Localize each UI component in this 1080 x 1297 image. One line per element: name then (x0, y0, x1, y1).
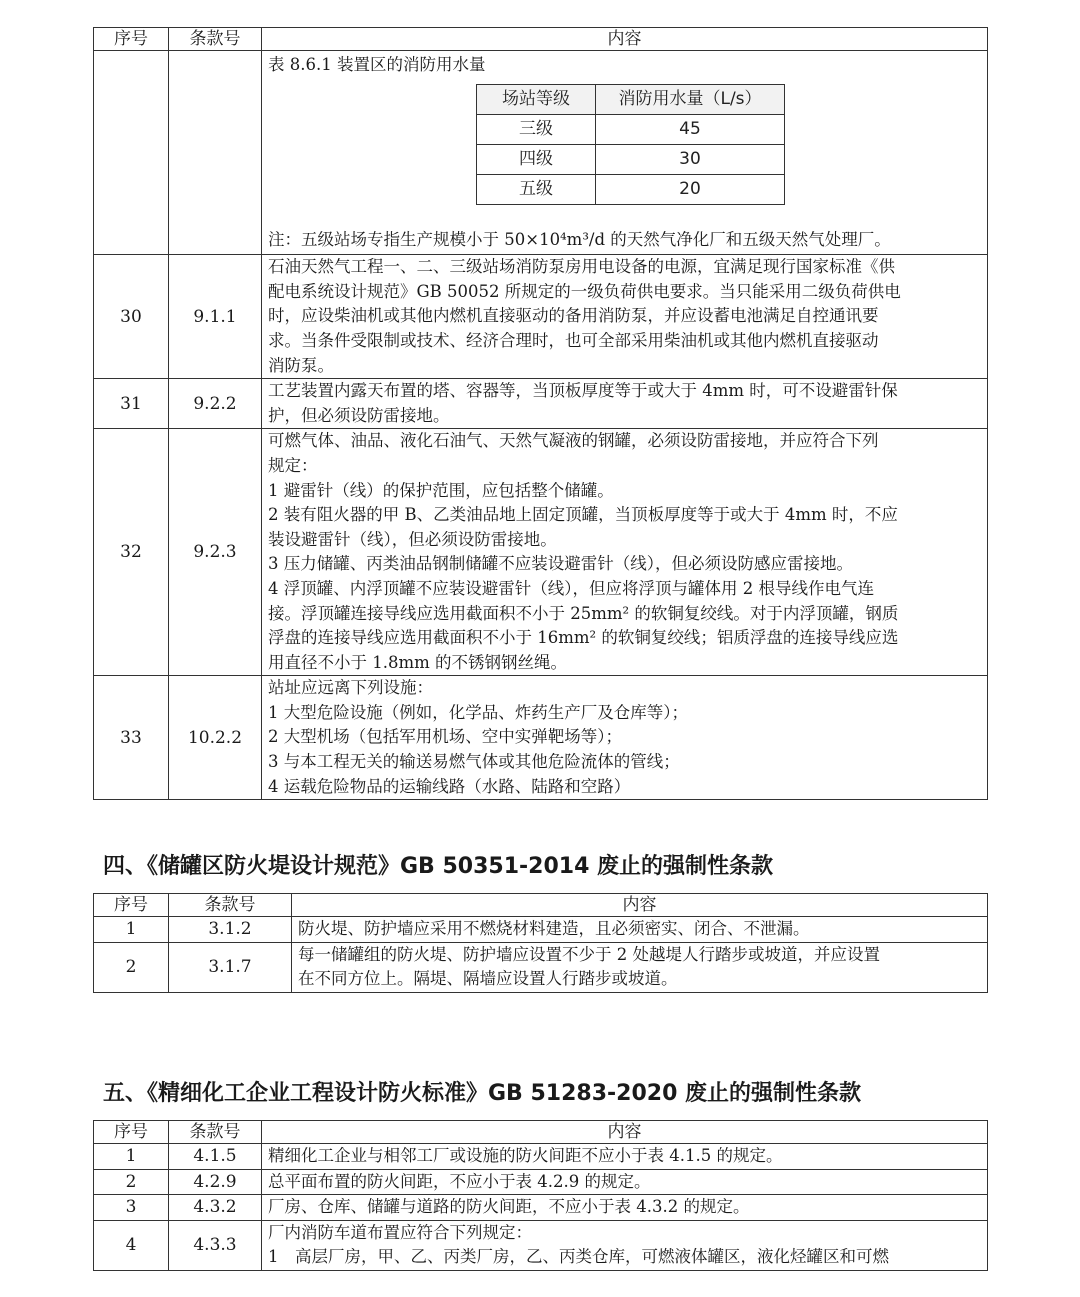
cell-no: 1 (94, 917, 169, 943)
content-line: 每一储罐组的防火堤、防护墙应设置不少于 2 处越堤人行踏步或坡道，并应设置 (298, 944, 880, 964)
inner-row (477, 174, 785, 204)
table-header-row (94, 28, 988, 51)
cell-content (262, 51, 988, 255)
cell-clause: 4.2.9 (169, 1169, 262, 1195)
content-line: 精细化工企业与相邻工厂或设施的防火间距不应小于表 4.1.5 的规定。 (268, 1146, 783, 1165)
cell-clause: 10.2.2 (169, 676, 262, 800)
inner-volume: 20 (596, 174, 785, 204)
content-line: 在不同方位上。隔堤、隔墙应设置人行踏步或坡道。 (298, 969, 678, 989)
clauses-table-gb51283 (93, 1120, 988, 1271)
cell-content (262, 1144, 988, 1170)
table-row (94, 429, 988, 676)
header-content: 内容 (262, 28, 988, 51)
cell-no (94, 51, 169, 255)
header-content: 内容 (292, 894, 988, 917)
cell-clause: 4.3.3 (169, 1220, 262, 1270)
cell-content (262, 429, 988, 676)
cell-no: 2 (94, 1169, 169, 1195)
content-line: 护，但必须设防雷接地。 (268, 405, 450, 425)
inner-header-volume: 消防用水量（L/s） (596, 84, 785, 114)
table-row (94, 255, 988, 379)
table-header-row (94, 1121, 988, 1144)
header-clause: 条款号 (169, 894, 292, 917)
table-row (94, 1144, 988, 1170)
table-header-row (94, 894, 988, 917)
inner-header-grade: 场站等级 (477, 84, 596, 114)
content-line: 厂房、仓库、储罐与道路的防火间距，不应小于表 4.3.2 的规定。 (268, 1197, 750, 1217)
clauses-table-gb50351 (93, 893, 988, 993)
content-line: 可燃气体、油品、液化石油气、天然气凝液的钢罐，必须设防雷接地，并应符合下列 (268, 431, 879, 451)
header-no: 序号 (94, 28, 169, 51)
table-row (94, 1195, 988, 1221)
content-line: 站址应远离下列设施： (268, 678, 433, 698)
cell-clause: 4.1.5 (169, 1144, 262, 1170)
cell-content (262, 1195, 988, 1221)
inner-header-row (477, 84, 785, 114)
cell-content (262, 1220, 988, 1270)
table-row-continued (94, 51, 988, 255)
content-line: 装设避雷针（线），但必须设防雷接地。 (268, 529, 557, 549)
water-volume-table (476, 84, 785, 205)
content-line: 2 装有阻火器的甲 B、乙类油品地上固定顶罐，当顶板厚度等于或大于 4mm 时，不应 (268, 505, 898, 525)
content-line: 4 浮顶罐、内浮顶罐不应装设避雷针（线），但应将浮顶与罐体用 2 根导线作电气连 (268, 578, 874, 598)
table-row (94, 917, 988, 943)
content-line: 接。浮顶罐连接导线应选用截面积不小于 25mm² 的软铜复绞线。对于内浮顶罐，钢质 (268, 603, 899, 623)
clauses-table-gb50183 (93, 27, 988, 800)
cell-content (262, 1169, 988, 1195)
content-line: 总平面布置的防火间距，不应小于表 4.2.9 的规定。 (268, 1171, 651, 1191)
cell-no: 32 (94, 429, 169, 676)
cell-clause (169, 51, 262, 255)
content-line: 2 大型机场（包括军用机场、空中实弹靶场等）； (268, 727, 622, 747)
table-caption: 表 8.6.1 装置区的消防用水量 (268, 55, 486, 74)
cell-clause: 9.2.2 (169, 379, 262, 429)
section-heading-4: 四、《储罐区防火堤设计规范》GB 50351-2014 废止的强制性条款 (103, 854, 774, 879)
content-line: 消防泵。 (268, 355, 334, 375)
cell-clause: 3.1.7 (169, 942, 292, 992)
cell-content (292, 917, 988, 943)
inner-grade: 五级 (477, 174, 596, 204)
cell-no: 33 (94, 676, 169, 800)
cell-content (262, 379, 988, 429)
inner-row (477, 144, 785, 174)
content-line: 1 避雷针（线）的保护范围，应包括整个储罐。 (268, 480, 614, 500)
cell-clause: 4.3.2 (169, 1195, 262, 1221)
cell-clause: 9.2.3 (169, 429, 262, 676)
cell-content (262, 255, 988, 379)
content-line: 时，应设柴油机或其他内燃机直接驱动的备用消防泵，并应设蓄电池满足自控通讯要 (268, 306, 879, 326)
cell-content (292, 942, 988, 992)
table-row (94, 676, 988, 800)
table-row (94, 379, 988, 429)
content-line: 厂内消防车道布置应符合下列规定： (268, 1222, 532, 1242)
inner-volume: 45 (596, 114, 785, 144)
cell-content (262, 676, 988, 800)
cell-no: 4 (94, 1220, 169, 1270)
embedded-table-image (268, 78, 981, 228)
content-line: 防火堤、防护墙应采用不燃烧材料建造，且必须密实、闭合、不泄漏。 (298, 919, 810, 938)
content-line: 工艺装置内露天布置的塔、容器等，当顶板厚度等于或大于 4mm 时，可不设避雷针保 (268, 381, 898, 401)
cell-clause: 9.1.1 (169, 255, 262, 379)
content-line: 1 高层厂房，甲、乙、丙类厂房，乙、丙类仓库，可燃液体罐区，液化烃罐区和可燃 (268, 1247, 889, 1267)
cell-no: 30 (94, 255, 169, 379)
inner-row (477, 114, 785, 144)
inner-volume: 30 (596, 144, 785, 174)
header-content: 内容 (262, 1121, 988, 1144)
content-line: 浮盘的连接导线应选用截面积不小于 16mm² 的软铜复绞线；铝质浮盘的连接导线应选 (268, 628, 899, 648)
cell-no: 3 (94, 1195, 169, 1221)
section-heading-5: 五、《精细化工企业工程设计防火标准》GB 51283-2020 废止的强制性条款 (103, 1081, 862, 1106)
table-row (94, 1169, 988, 1195)
inner-grade: 三级 (477, 114, 596, 144)
cell-no: 31 (94, 379, 169, 429)
content-line: 规定： (268, 455, 318, 475)
content-line: 3 与本工程无关的输送易燃气体或其他危险流体的管线； (268, 752, 680, 772)
table-note: 注：五级站场专指生产规模小于 50×10⁴m³/d 的天然气净化厂和五级天然气处理厂。 (268, 229, 891, 249)
table-row (94, 942, 988, 992)
content-line: 1 大型危险设施（例如，化学品、炸药生产厂及仓库等）； (268, 702, 688, 722)
inner-grade: 四级 (477, 144, 596, 174)
cell-no: 2 (94, 942, 169, 992)
header-no: 序号 (94, 1121, 169, 1144)
content-line: 用直径不小于 1.8mm 的不锈钢钢丝绳。 (268, 652, 568, 672)
cell-no: 1 (94, 1144, 169, 1170)
content-line: 3 压力储罐、丙类油品钢制储罐不应装设避雷针（线），但必须设防感应雷接地。 (268, 554, 853, 574)
content-line: 求。当条件受限制或技术、经济合理时，也可全部采用柴油机或其他内燃机直接驱动 (268, 330, 879, 350)
header-no: 序号 (94, 894, 169, 917)
content-line: 配电系统设计规范》GB 50052 所规定的一级负荷供电要求。当只能采用二级负荷供电 (268, 281, 901, 301)
table-row (94, 1220, 988, 1270)
content-line: 石油天然气工程一、二、三级站场消防泵房用电设备的电源，宜满足现行国家标准《供 (268, 257, 895, 277)
header-clause: 条款号 (169, 28, 262, 51)
content-line: 4 运载危险物品的运输线路（水路、陆路和空路） (268, 776, 631, 796)
header-clause: 条款号 (169, 1121, 262, 1144)
cell-clause: 3.1.2 (169, 917, 292, 943)
